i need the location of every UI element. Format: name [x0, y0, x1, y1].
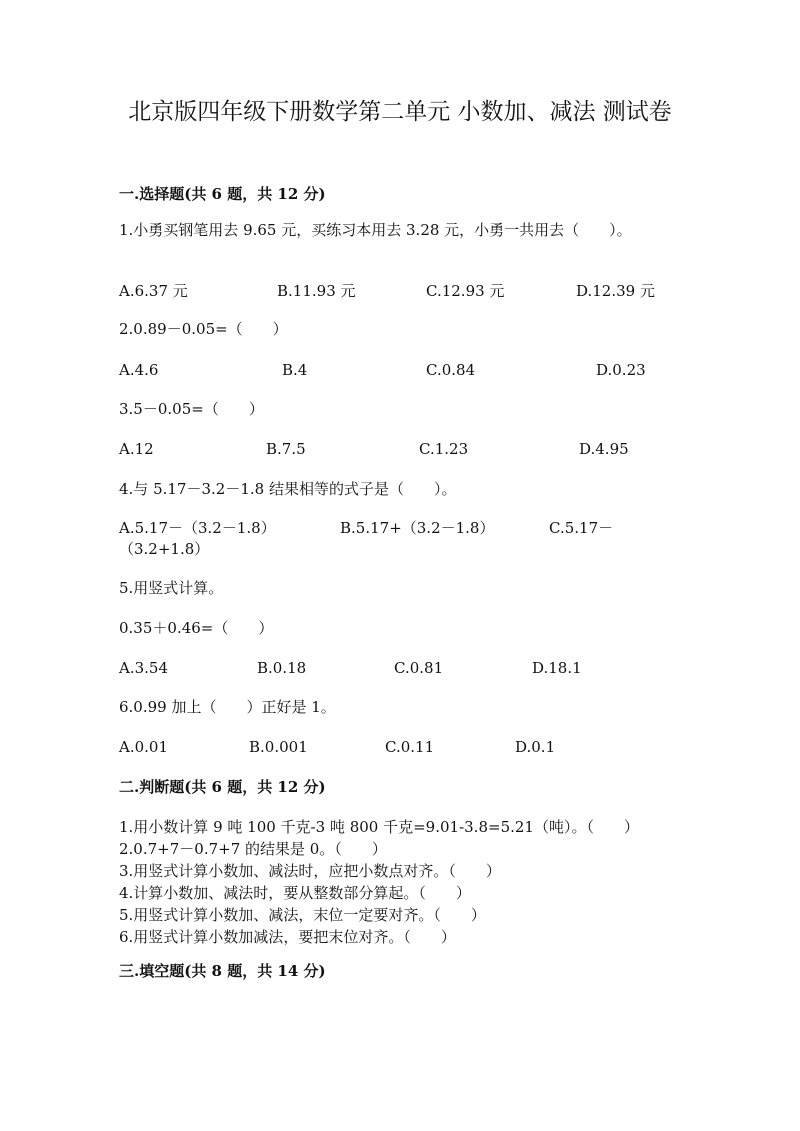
- choice-3-option-d: D.4.95: [579, 440, 629, 458]
- section-heading-judge: 二.判断题(共 6 题，共 12 分): [119, 778, 326, 796]
- choice-question-1: 1.小勇买钢笔用去 9.65 元，买练习本用去 3.28 元，小勇一共用去（ ）。: [119, 221, 632, 239]
- choice-1-option-d: D.12.39 元: [576, 282, 655, 300]
- choice-question-5: 5.用竖式计算。: [119, 579, 224, 597]
- judge-question-4: 4.计算小数加、减法时，要从整数部分算起。（ ）: [119, 884, 471, 902]
- choice-4-option-c: C.5.17－: [549, 519, 614, 537]
- choice-4-option-b: B.5.17+（3.2－1.8）: [340, 519, 495, 537]
- choice-5-option-a: A.3.54: [119, 659, 168, 677]
- choice-6-option-c: C.0.11: [385, 738, 435, 756]
- choice-question-2: 2.0.89－0.05=（ ）: [119, 320, 288, 338]
- judge-question-list: [119, 816, 639, 948]
- choice-6-option-b: B.0.001: [249, 738, 308, 756]
- choice-question-4: 4.与 5.17－3.2－1.8 结果相等的式子是（ ）。: [119, 480, 457, 498]
- page-title: 北京版四年级下册数学第二单元 小数加、减法 测试卷: [128, 99, 672, 125]
- section-heading-fill: 三.填空题(共 8 题，共 14 分): [119, 962, 326, 980]
- choice-question-5-expression: 0.35＋0.46=（ ）: [119, 619, 274, 637]
- choice-1-option-b: B.11.93 元: [277, 282, 356, 300]
- choice-1-option-a: A.6.37 元: [119, 282, 188, 300]
- judge-question-1: 1.用小数计算 9 吨 100 千克-3 吨 800 千克=9.01-3.8=5.21（吨）。（ ）: [119, 818, 639, 836]
- choice-question-6: 6.0.99 加上（ ）正好是 1。: [119, 698, 336, 716]
- judge-question-5: 5.用竖式计算小数加、减法，末位一定要对齐。（ ）: [119, 906, 486, 924]
- judge-question-3: 3.用竖式计算小数加、减法时，应把小数点对齐。（ ）: [119, 862, 501, 880]
- judge-question-6: 6.用竖式计算小数加减法，要把末位对齐。（ ）: [119, 928, 456, 946]
- choice-5-option-b: B.0.18: [257, 659, 307, 677]
- choice-3-option-b: B.7.5: [266, 440, 306, 458]
- choice-2-option-a: A.4.6: [119, 361, 159, 379]
- choice-5-option-c: C.0.81: [394, 659, 444, 677]
- choice-4-option-c-continued: （3.2+1.8）: [119, 540, 210, 558]
- choice-6-option-d: D.0.1: [515, 738, 556, 756]
- choice-2-option-d: D.0.23: [596, 361, 646, 379]
- choice-2-option-b: B.4: [282, 361, 308, 379]
- choice-question-3: 3.5－0.05=（ ）: [119, 400, 264, 418]
- choice-1-option-c: C.12.93 元: [426, 282, 505, 300]
- choice-5-option-d: D.18.1: [532, 659, 582, 677]
- choice-6-option-a: A.0.01: [119, 738, 168, 756]
- judge-question-2: 2.0.7+7－0.7+7 的结果是 0。（ ）: [119, 840, 387, 858]
- choice-3-option-c: C.1.23: [419, 440, 469, 458]
- section-heading-choice: 一.选择题(共 6 题，共 12 分): [119, 185, 326, 203]
- choice-3-option-a: A.12: [119, 440, 154, 458]
- choice-4-option-a: A.5.17－（3.2－1.8）: [119, 519, 276, 537]
- choice-2-option-c: C.0.84: [426, 361, 476, 379]
